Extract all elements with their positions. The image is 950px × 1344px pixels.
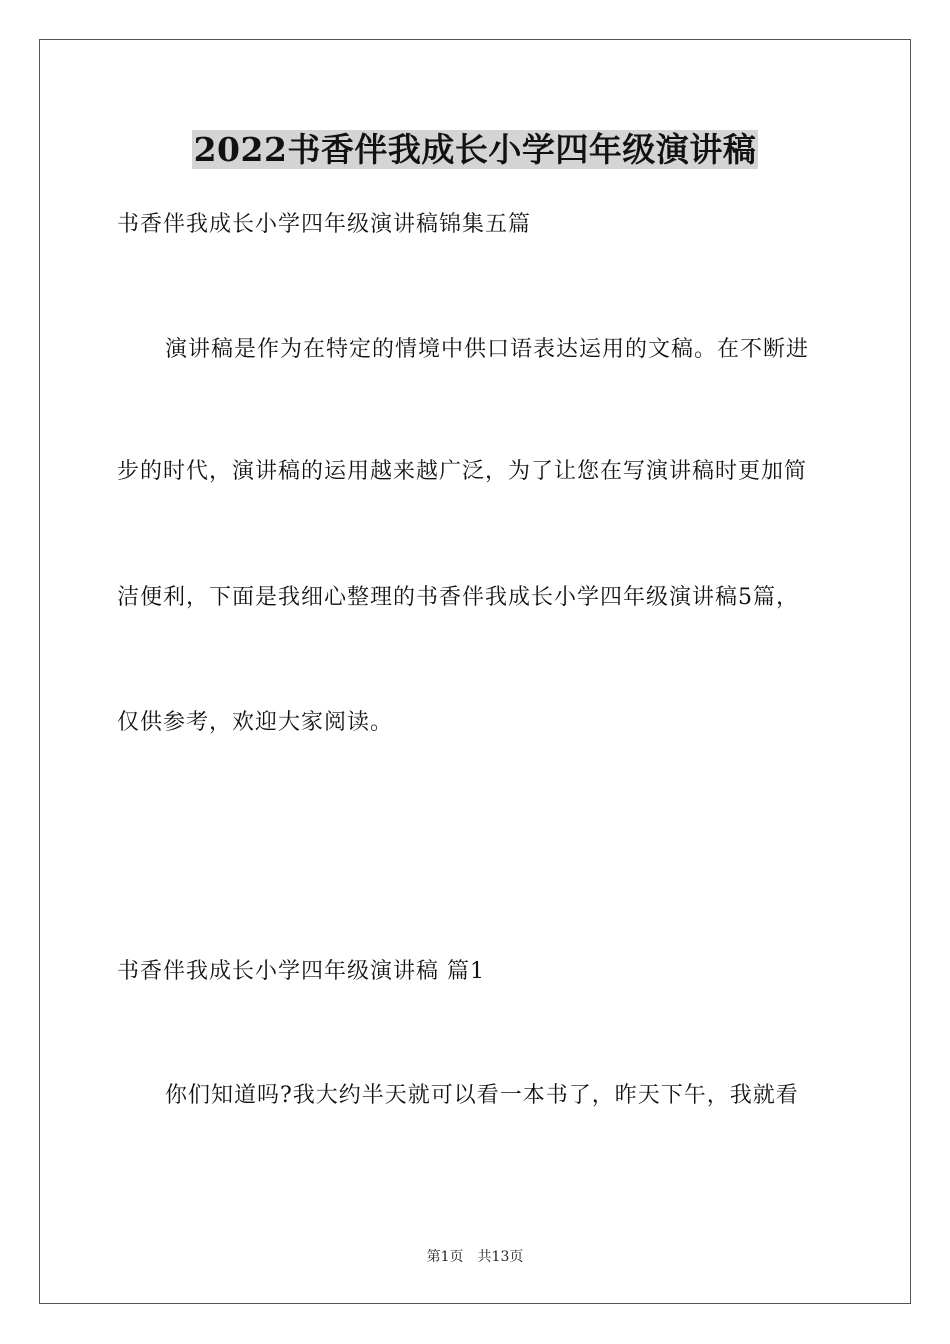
- footer-page-current: 第1页: [426, 1249, 464, 1265]
- document-subtitle: 书香伴我成长小学四年级演讲稿锦集五篇: [117, 212, 532, 237]
- intro-line-2: 步的时代，演讲稿的运用越来越广泛，为了让您在写演讲稿时更加简: [117, 459, 808, 484]
- page-footer: [0, 1247, 950, 1267]
- footer-page-total: 共13页: [477, 1249, 524, 1265]
- intro-line-4: 仅供参考，欢迎大家阅读。: [117, 710, 394, 735]
- section-heading: 书香伴我成长小学四年级演讲稿 篇1: [117, 959, 485, 984]
- intro-line-1: 演讲稿是作为在特定的情境中供口语表达运用的文稿。在不断进: [165, 337, 810, 362]
- document-title: [0, 127, 950, 173]
- section-first-line: 你们知道吗?我大约半天就可以看一本书了，昨天下午，我就看: [165, 1083, 799, 1108]
- document-title-text: 2022书香伴我成长小学四年级演讲稿: [193, 130, 757, 169]
- intro-line-3: 洁便利，下面是我细心整理的书香伴我成长小学四年级演讲稿5篇，: [117, 585, 799, 610]
